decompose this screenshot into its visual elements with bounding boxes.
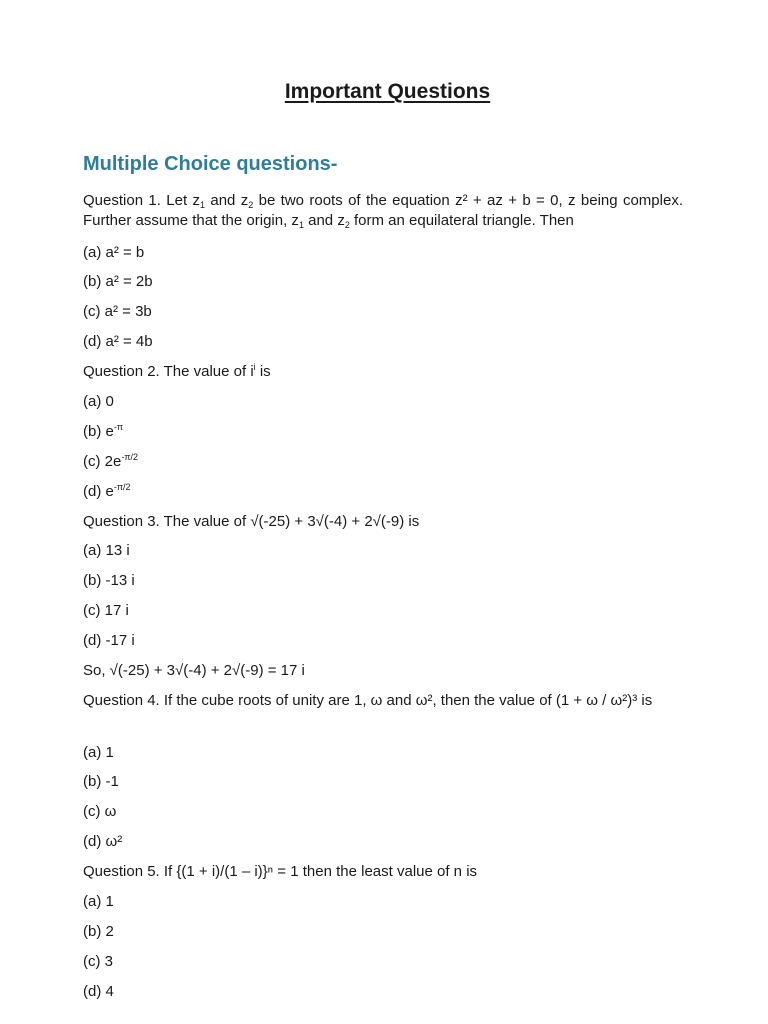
- question-1-option-a: (a) a² = b: [83, 244, 145, 261]
- question-3-option-b: (b) -13 i: [83, 572, 135, 589]
- question-2-option-b: (b) $e^{-\pi}$: [83, 422, 124, 440]
- question-3-option-d: (d) -17 i: [83, 632, 135, 649]
- question-2-option-d: (d) $e^{-\pi/2}$: [83, 482, 131, 500]
- question-3-text: Question 3. The value of √(-25) + 3√(-4) + 2√(-9) is: [83, 513, 420, 530]
- question-1-option-c: (c) a² = 3b: [83, 303, 152, 320]
- question-5-option-b: (b) 2: [83, 923, 114, 940]
- question-4-option-a: (a) 1: [83, 744, 114, 761]
- question-4-option-b: (b) -1: [83, 773, 119, 790]
- question-4-text: Question 4. If the cube roots of unity are 1, ω and ω², then the value of (1 + ω / ω²)³ is: [83, 692, 653, 709]
- section-heading: Multiple Choice questions-: [83, 153, 338, 175]
- question-2-option-c: (c) $2e^{-\pi/2}$: [83, 452, 139, 470]
- question-5-option-d: (d) 4: [83, 983, 114, 1000]
- question-1-option-b: (b) a² = 2b: [83, 273, 153, 290]
- question-3-answer: So, √(-25) + 3√(-4) + 2√(-9) = 17 i: [83, 662, 305, 679]
- page-title: Important Questions: [284, 80, 491, 103]
- question-2-text: Question 2. The value of $i^i$ is: [83, 362, 271, 380]
- question-5-option-a: (a) 1: [83, 893, 114, 910]
- question-1-option-d: (d) a² = 4b: [83, 333, 153, 350]
- question-3-option-c: (c) 17 i: [83, 602, 129, 619]
- question-2-option-a: (a) 0: [83, 393, 114, 410]
- question-3-option-a: (a) 13 i: [83, 542, 130, 559]
- question-4-option-c: (c) ω: [83, 803, 117, 820]
- question-5-text: Question 5. If {(1 + i)/(1 – i)}ⁿ = 1 then the least value of n is: [83, 863, 478, 880]
- question-5-option-c: (c) 3: [83, 953, 113, 970]
- question-4-option-d: (d) ω²: [83, 833, 123, 850]
- question-1-text: Question 1. Let $z_1$ and $z_2$ be two roots of the equation z² + az + b = 0, z being complex. Further assume that the origin, $z_1$ and $z_2$ form an equilateral triangle. Then: [83, 192, 683, 230]
